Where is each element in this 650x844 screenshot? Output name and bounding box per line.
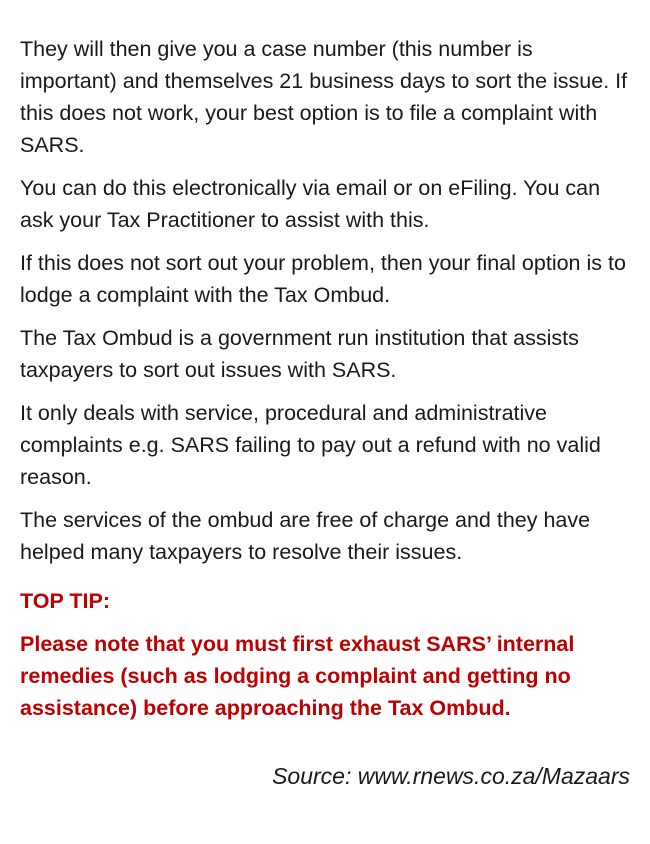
- paragraph-complaint-types: It only deals with service, procedural and administrative complaints e.g. SARS failing to pay out a refund with no valid reason.: [20, 401, 601, 489]
- paragraph-efiling-complaint: You can do this electronically via email or on eFiling. You can ask your Tax Practitioner to assist with this.: [20, 176, 601, 232]
- paragraph-case-number: They will then give you a case number (this number is important) and themselves 21 business days to sort the issue. If this does not work, your best option is to file a complaint with SARS.: [20, 37, 628, 157]
- paragraph-final-option: If this does not sort out your problem, then your final option is to lodge a complaint with the Tax Ombud.: [20, 251, 626, 307]
- paragraph-free-services: The services of the ombud are free of charge and they have helped many taxpayers to resolve their issues.: [20, 508, 591, 564]
- top-tip-body: Please note that you must first exhaust SARS’ internal remedies (such as lodging a complaint and getting no assistance) before approaching the Tax Ombud.: [20, 632, 575, 720]
- paragraph-tax-ombud-description: The Tax Ombud is a government run institution that assists taxpayers to sort out issues with SARS.: [20, 326, 579, 382]
- top-tip-heading: TOP TIP:: [20, 589, 110, 613]
- source-credit: Source: www.rnews.co.za/Mazaars: [272, 763, 630, 789]
